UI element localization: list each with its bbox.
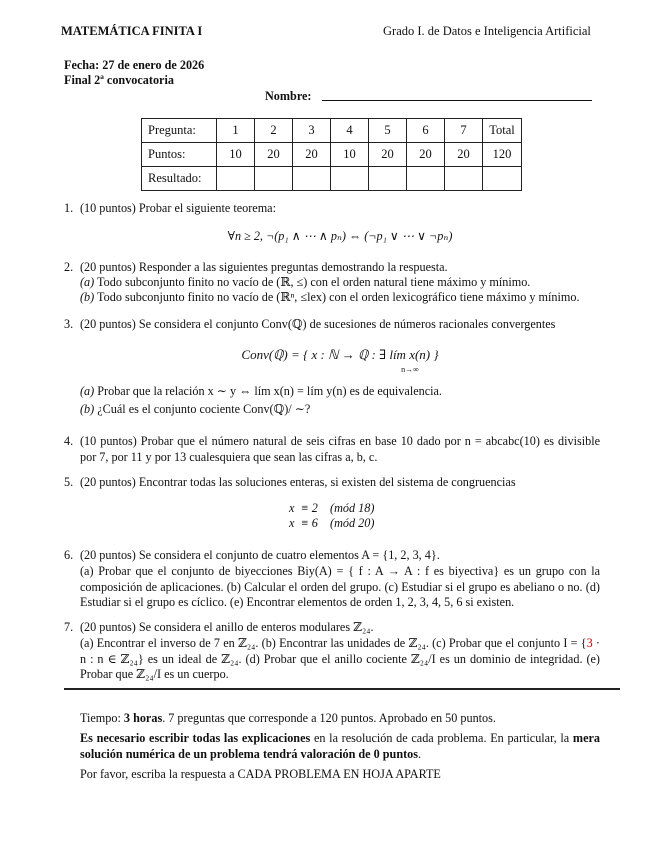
table-row-points — [142, 143, 522, 167]
degree-title: Grado I. de Datos e Inteligencia Artificial — [383, 24, 591, 38]
problem-3-text: (20 puntos) Se considera el conjunto Conv(ℚ) de sucesiones de números racionales convergentes — [80, 317, 556, 331]
result-cell[interactable] — [445, 167, 483, 191]
problem-3-formula-sub: n→∞ — [401, 365, 419, 374]
problem-1-formula: ∀n ≥ 2, ¬(p₁ ∧ ⋯ ∧ pₙ) ⇔ (¬p₁ ∨ ⋯ ∨ ¬pₙ) — [227, 229, 453, 243]
points-total: 120 — [483, 143, 522, 167]
time-value: 3 horas — [123, 711, 163, 725]
points-value: 10 — [217, 143, 255, 167]
question-number: 3 — [293, 119, 331, 143]
problem-1-number: 1. — [64, 201, 74, 215]
points-value: 20 — [407, 143, 445, 167]
problem-6-number: 6. — [64, 548, 74, 562]
problem-2-text: (20 puntos) Responder a las siguientes preguntas demostrando la respuesta. — [80, 260, 448, 274]
question-number: 7 — [445, 119, 483, 143]
points-value: 20 — [445, 143, 483, 167]
final-instruction: Por favor, escriba la respuesta a CADA PROBLEMA EN HOJA APARTE — [80, 767, 441, 781]
points-value: 10 — [331, 143, 369, 167]
problem-3a — [80, 384, 600, 400]
time-rest: . 7 preguntas que corresponde a 120 puntos. Aprobado en 50 puntos. — [162, 711, 496, 725]
exam-call: Final 2ª convocatoria — [64, 73, 174, 87]
result-total-cell[interactable] — [483, 167, 522, 191]
note-end: . — [418, 746, 422, 761]
time-label: Tiempo: — [80, 711, 124, 725]
note-bold-2: mera solución numérica de un problema tendrá valoración de 0 puntos — [80, 731, 600, 761]
problem-1-text: (10 puntos) Probar el siguiente teorema: — [80, 201, 276, 215]
congruence-1: x ≡ 2 (mód 18) — [289, 501, 375, 515]
problem-3-formula: Conv(ℚ) = { x : ℕ → ℚ : ∃ lím x(n) } — [241, 347, 439, 362]
question-number: 1 — [217, 119, 255, 143]
part-label: (b) — [80, 290, 95, 304]
problem-3b-text: ¿Cuál es el conjunto cociente Conv(ℚ)/ ∼? — [97, 402, 311, 416]
question-number: 2 — [255, 119, 293, 143]
problem-2b — [80, 290, 600, 306]
row-label: Pregunta: — [142, 119, 217, 143]
highlighted-number: 3 — [586, 636, 593, 650]
score-table — [141, 118, 522, 191]
question-number: 6 — [407, 119, 445, 143]
total-header: Total — [483, 119, 522, 143]
note-mid: en la resolución de cada problema. En particular, la — [310, 731, 573, 745]
row-label: Resultado: — [142, 167, 217, 191]
problem-2-number: 2. — [64, 260, 74, 274]
points-value: 20 — [293, 143, 331, 167]
points-value: 20 — [255, 143, 293, 167]
result-cell[interactable] — [407, 167, 445, 191]
table-row-results — [142, 167, 522, 191]
problem-4-number: 4. — [64, 434, 74, 448]
exam-date: Fecha: 27 de enero de 2026 — [64, 58, 205, 72]
course-title: MATEMÁTICA FINITA I — [61, 24, 203, 38]
part-label: (a) — [80, 275, 95, 289]
result-cell[interactable] — [331, 167, 369, 191]
result-cell[interactable] — [293, 167, 331, 191]
problem-7-body-pre: (a) Encontrar el inverso de 7 en ℤ₂₄. (b) Encontrar las unidades de ℤ₂₄. (c) Probar que el conjunto I = { — [80, 636, 587, 650]
problem-3b — [80, 402, 600, 418]
result-cell[interactable] — [255, 167, 293, 191]
problem-2a — [80, 275, 600, 291]
problem-6-body: (a) Probar que el conjunto de biyecciones Biy(A) = { f : A → A : f es biyectiva} es un grupo con la composición de aplicaciones. (b) Calcular el orden del grupo. (c) Estudiar si el grupo es abeliano o no. (d) Estudiar si el grupo es cíclico. (e) Encontrar elementos de orden 1, 2, 3, 4, 5, 6 si existen. — [80, 564, 600, 609]
problem-5-number: 5. — [64, 475, 74, 489]
problem-7-body-post: · n : n ∈ ℤ₂₄} es un ideal de ℤ₂₄. (d) Probar que el anillo cociente ℤ₂₄/I es un dominio de integridad. (e) Probar que ℤ₂₄/I es un cuerpo. — [80, 636, 600, 681]
question-number: 4 — [331, 119, 369, 143]
part-label: (a) — [80, 384, 95, 398]
problem-7-number: 7. — [64, 620, 74, 634]
row-label: Puntos: — [142, 143, 217, 167]
result-cell[interactable] — [369, 167, 407, 191]
table-row-questions — [142, 119, 522, 143]
time-note — [80, 711, 600, 727]
problem-7-text: (20 puntos) Se considera el anillo de enteros modulares ℤ₂₄. — [80, 620, 374, 634]
problem-7-body — [80, 636, 600, 683]
part-label: (b) — [80, 402, 95, 416]
congruence-2: x ≡ 6 (mód 20) — [289, 516, 375, 530]
problem-3a-text: Probar que la relación x ∼ y ⇔ lím x(n) = lím y(n) es de equivalencia. — [97, 384, 442, 398]
problem-4-text: (10 puntos) Probar que el número natural de seis cifras en base 10 dado por n = abcabc(10) es divisible por 7, por 11 y por 13 cualesquiera que sean las cifras a, b, c. — [80, 434, 600, 464]
problem-2a-text: Todo subconjunto finito no vacío de (ℝ, ≤) con el orden natural tiene máximo y mínimo. — [97, 275, 531, 289]
question-number: 5 — [369, 119, 407, 143]
problem-2b-text: Todo subconjunto finito no vacío de (ℝⁿ, ≤lex) con el orden lexicográfico tiene máximo y mínimo. — [97, 290, 580, 304]
name-label: Nombre: — [265, 89, 312, 103]
result-cell[interactable] — [217, 167, 255, 191]
divider — [64, 688, 620, 690]
name-line[interactable] — [322, 100, 592, 101]
points-value: 20 — [369, 143, 407, 167]
explanation-note — [80, 731, 600, 762]
problem-3-number: 3. — [64, 317, 74, 331]
problem-5-text: (20 puntos) Encontrar todas las soluciones enteras, si existen del sistema de congruencias — [80, 475, 516, 489]
note-bold-1: Es necesario escribir todas las explicaciones — [80, 731, 311, 745]
problem-6-text: (20 puntos) Se considera el conjunto de cuatro elementos A = {1, 2, 3, 4}. — [80, 548, 440, 562]
